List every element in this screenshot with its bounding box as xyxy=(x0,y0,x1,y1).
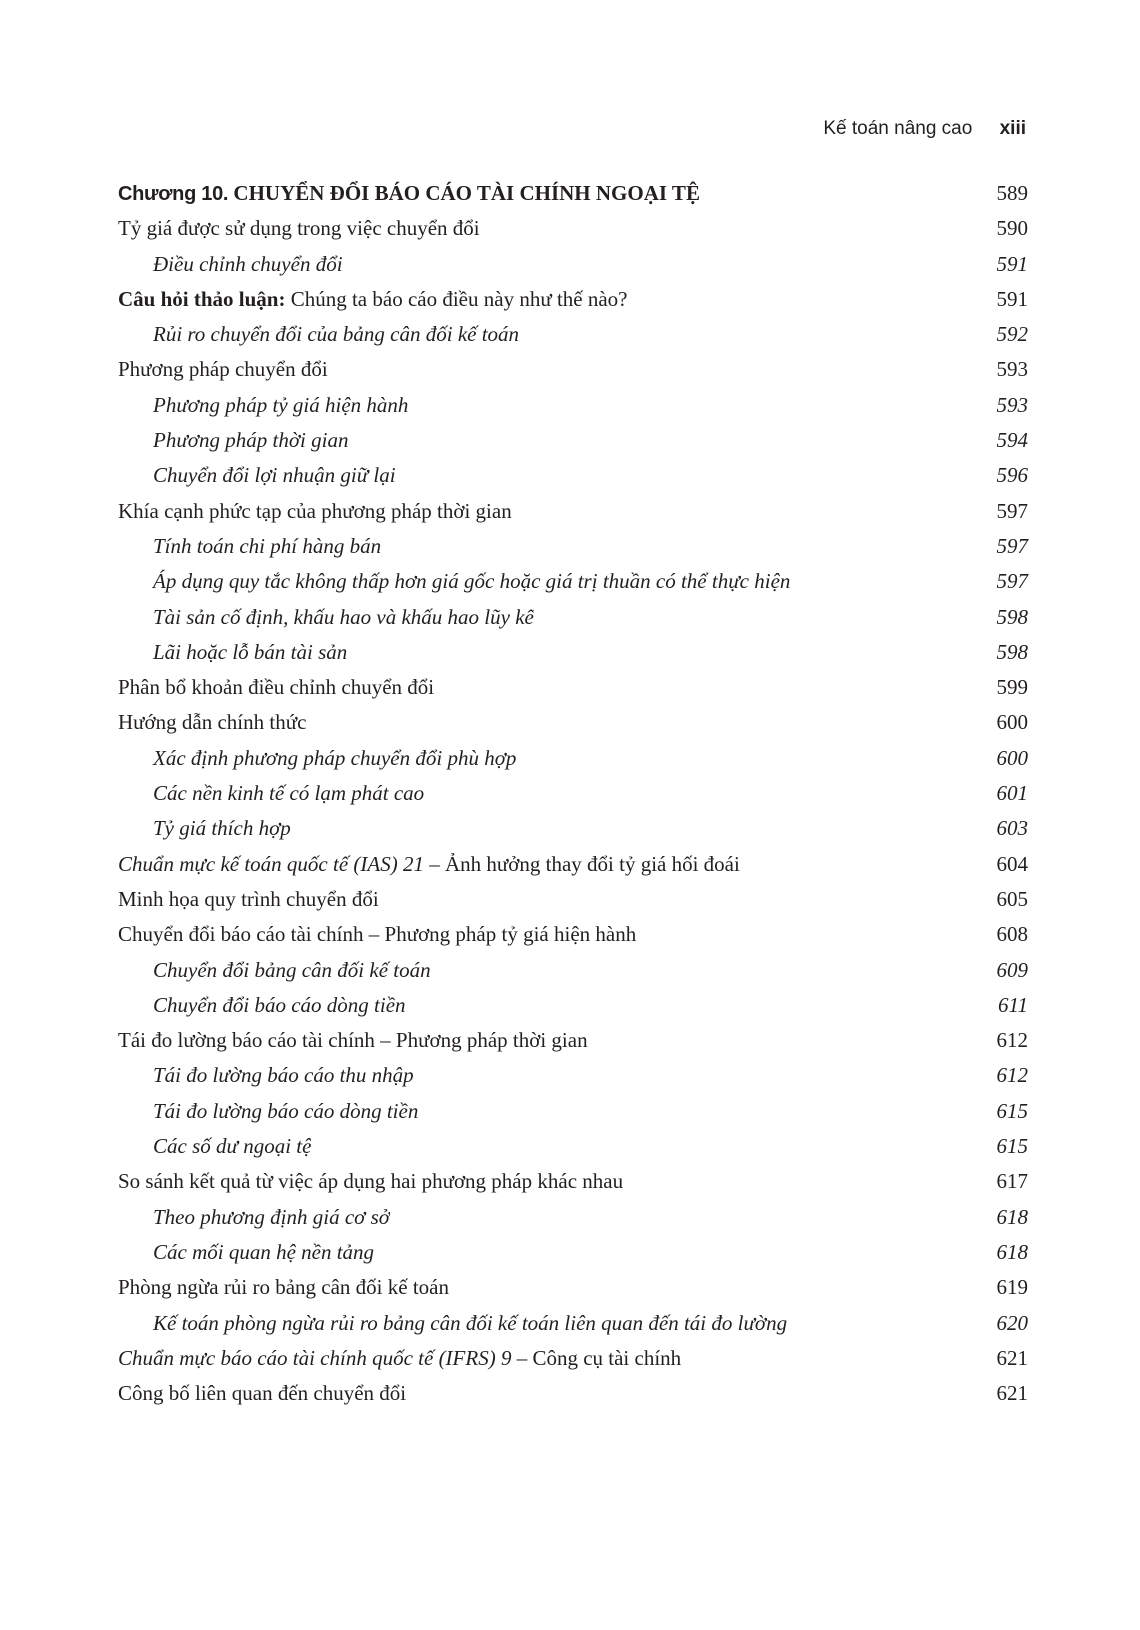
toc-entry-text: Các số dư ngoại tệ xyxy=(153,1134,312,1159)
toc-subentry[interactable] xyxy=(118,247,1028,282)
toc-entry-text: Kế toán phòng ngừa rủi ro bảng cân đối kế toán liên quan đến tái đo lường xyxy=(153,1310,788,1335)
toc-entry-page: 599 xyxy=(996,675,1028,700)
header-page-number: xiii xyxy=(999,118,1026,139)
toc-subentry[interactable] xyxy=(118,635,1028,670)
toc-subentry[interactable] xyxy=(118,776,1028,811)
toc-subentry[interactable] xyxy=(118,1058,1028,1093)
toc-entry-page: 617 xyxy=(996,1169,1028,1194)
toc-subentry[interactable] xyxy=(118,1200,1028,1235)
toc-entry-page: 591 xyxy=(996,251,1028,276)
running-header xyxy=(823,118,1026,140)
toc-entry-page: 621 xyxy=(996,1345,1028,1370)
toc-entry-text: Khía cạnh phức tạp của phương pháp thời gian xyxy=(118,498,512,523)
toc-entry-text: Phương pháp thời gian xyxy=(153,428,349,453)
toc-entry-text: Theo phương định giá cơ sở xyxy=(153,1204,390,1229)
toc-entry-page: 594 xyxy=(996,428,1028,453)
toc-entry[interactable] xyxy=(118,1270,1028,1305)
table-of-contents xyxy=(118,176,1028,1411)
book-title: Kế toán nâng cao xyxy=(823,118,973,139)
toc-entry-page: 604 xyxy=(996,851,1028,876)
chapter-title: CHUYỂN ĐỔI BÁO CÁO TÀI CHÍNH NGOẠI TỆ xyxy=(233,181,700,205)
toc-entry-page: 598 xyxy=(996,604,1028,629)
toc-entry-text: Tái đo lường báo cáo thu nhập xyxy=(153,1063,414,1088)
toc-entry[interactable] xyxy=(118,352,1028,387)
toc-entry-page: 611 xyxy=(998,992,1028,1017)
toc-entry-text: Tái đo lường báo cáo dòng tiền xyxy=(153,1098,419,1123)
toc-entry-text: Các mối quan hệ nền tảng xyxy=(153,1239,375,1264)
standard-name: Chuẩn mực kế toán quốc tế (IAS) 21 xyxy=(118,851,424,876)
toc-entry-text: Chuyển đổi báo cáo tài chính – Phương pháp tỷ giá hiện hành xyxy=(118,922,637,947)
chapter-label: Chương 10. xyxy=(118,183,229,205)
toc-entry[interactable] xyxy=(118,211,1028,246)
toc-entry-page: 597 xyxy=(996,533,1028,558)
toc-entry-page: 609 xyxy=(996,957,1028,982)
toc-chapter-heading[interactable] xyxy=(118,176,1028,211)
toc-entry-text: Điều chỉnh chuyển đổi xyxy=(153,251,343,276)
toc-entry-text: Xác định phương pháp chuyển đổi phù hợp xyxy=(153,745,517,770)
toc-entry-page: 597 xyxy=(996,569,1028,594)
toc-entry-page: 618 xyxy=(996,1204,1028,1229)
toc-entry-page: 601 xyxy=(996,781,1028,806)
toc-subentry[interactable] xyxy=(118,600,1028,635)
toc-entry-page: 596 xyxy=(996,463,1028,488)
toc-entry[interactable] xyxy=(118,494,1028,529)
chapter-page: 589 xyxy=(996,181,1028,205)
toc-entry[interactable] xyxy=(118,1376,1028,1411)
toc-entry-text: – Ảnh hưởng thay đổi tỷ giá hối đoái xyxy=(429,851,740,876)
toc-entry-page: 598 xyxy=(996,639,1028,664)
discussion-question-label: Câu hỏi thảo luận: xyxy=(118,286,286,311)
toc-entry-text: Phân bổ khoản điều chỉnh chuyển đổi xyxy=(118,675,435,700)
toc-entry-page: 612 xyxy=(996,1063,1028,1088)
toc-subentry[interactable] xyxy=(118,811,1028,846)
toc-entry-page: 620 xyxy=(996,1310,1028,1335)
toc-subentry[interactable] xyxy=(118,458,1028,493)
toc-entry-page: 621 xyxy=(996,1381,1028,1406)
toc-entry-page: 593 xyxy=(996,357,1028,382)
toc-entry-text: Rủi ro chuyển đổi của bảng cân đối kế toán xyxy=(153,322,520,347)
toc-entry-text: Công bố liên quan đến chuyển đổi xyxy=(118,1381,407,1406)
toc-entry-page: 612 xyxy=(996,1028,1028,1053)
toc-entry-page: 590 xyxy=(996,216,1028,241)
toc-entry-text: Chuyển đổi lợi nhuận giữ lại xyxy=(153,463,396,488)
toc-entry-text: Minh họa quy trình chuyển đổi xyxy=(118,886,379,911)
toc-entry[interactable] xyxy=(118,1341,1028,1376)
toc-entry-page: 600 xyxy=(996,710,1028,735)
toc-subentry[interactable] xyxy=(118,317,1028,352)
toc-entry[interactable] xyxy=(118,917,1028,952)
toc-entry-page: 615 xyxy=(996,1134,1028,1159)
toc-entry[interactable] xyxy=(118,1164,1028,1199)
toc-entry-text: Tỷ giá được sử dụng trong việc chuyển đổi xyxy=(118,216,480,241)
toc-entry[interactable] xyxy=(118,847,1028,882)
toc-subentry[interactable] xyxy=(118,1094,1028,1129)
toc-entry[interactable] xyxy=(118,282,1028,317)
toc-subentry[interactable] xyxy=(118,388,1028,423)
toc-entry-text: Chuyển đổi bảng cân đối kế toán xyxy=(153,957,431,982)
toc-entry-page: 618 xyxy=(996,1239,1028,1264)
toc-entry-text: Lãi hoặc lỗ bán tài sản xyxy=(153,639,348,664)
toc-entry-text: Hướng dẫn chính thức xyxy=(118,710,307,735)
toc-entry-page: 593 xyxy=(996,392,1028,417)
toc-entry-text: So sánh kết quả từ việc áp dụng hai phương pháp khác nhau xyxy=(118,1169,624,1194)
toc-subentry[interactable] xyxy=(118,529,1028,564)
toc-entry-text: Áp dụng quy tắc không thấp hơn giá gốc hoặc giá trị thuần có thể thực hiện xyxy=(153,569,791,594)
toc-entry-text: Phương pháp tỷ giá hiện hành xyxy=(153,392,409,417)
toc-entry-text: Chuyển đổi báo cáo dòng tiền xyxy=(153,992,406,1017)
toc-entry-text: Tái đo lường báo cáo tài chính – Phương pháp thời gian xyxy=(118,1028,588,1053)
toc-entry-text: Phòng ngừa rủi ro bảng cân đối kế toán xyxy=(118,1275,449,1300)
toc-entry[interactable] xyxy=(118,882,1028,917)
toc-subentry[interactable] xyxy=(118,988,1028,1023)
toc-entry[interactable] xyxy=(118,705,1028,740)
toc-entry-page: 600 xyxy=(996,745,1028,770)
toc-entry-page: 605 xyxy=(996,886,1028,911)
toc-entry-text: – Công cụ tài chính xyxy=(516,1345,682,1370)
toc-subentry[interactable] xyxy=(118,1129,1028,1164)
toc-subentry[interactable] xyxy=(118,1235,1028,1270)
toc-entry[interactable] xyxy=(118,670,1028,705)
toc-subentry[interactable] xyxy=(118,741,1028,776)
toc-entry-text: Phương pháp chuyển đổi xyxy=(118,357,328,382)
toc-entry-page: 615 xyxy=(996,1098,1028,1123)
toc-subentry[interactable] xyxy=(118,564,1028,599)
toc-entry-page: 608 xyxy=(996,922,1028,947)
toc-subentry[interactable] xyxy=(118,423,1028,458)
toc-entry-page: 603 xyxy=(996,816,1028,841)
toc-subentry[interactable] xyxy=(118,1306,1028,1341)
toc-entry-text: Tính toán chi phí hàng bán xyxy=(153,533,382,558)
toc-entry-page: 597 xyxy=(996,498,1028,523)
toc-entry-text: Tỷ giá thích hợp xyxy=(153,816,291,841)
toc-entry-text: Chúng ta báo cáo điều này như thế nào? xyxy=(290,286,628,311)
toc-entry[interactable] xyxy=(118,1023,1028,1058)
toc-entry-text: Các nền kinh tế có lạm phát cao xyxy=(153,781,425,806)
toc-entry-text: Tài sản cố định, khấu hao và khấu hao lũy kế xyxy=(153,604,534,629)
standard-name: Chuẩn mực báo cáo tài chính quốc tế (IFRS) 9 xyxy=(118,1345,512,1370)
toc-entry-page: 619 xyxy=(996,1275,1028,1300)
toc-subentry[interactable] xyxy=(118,953,1028,988)
toc-entry-page: 591 xyxy=(996,286,1028,311)
toc-entry-page: 592 xyxy=(996,322,1028,347)
